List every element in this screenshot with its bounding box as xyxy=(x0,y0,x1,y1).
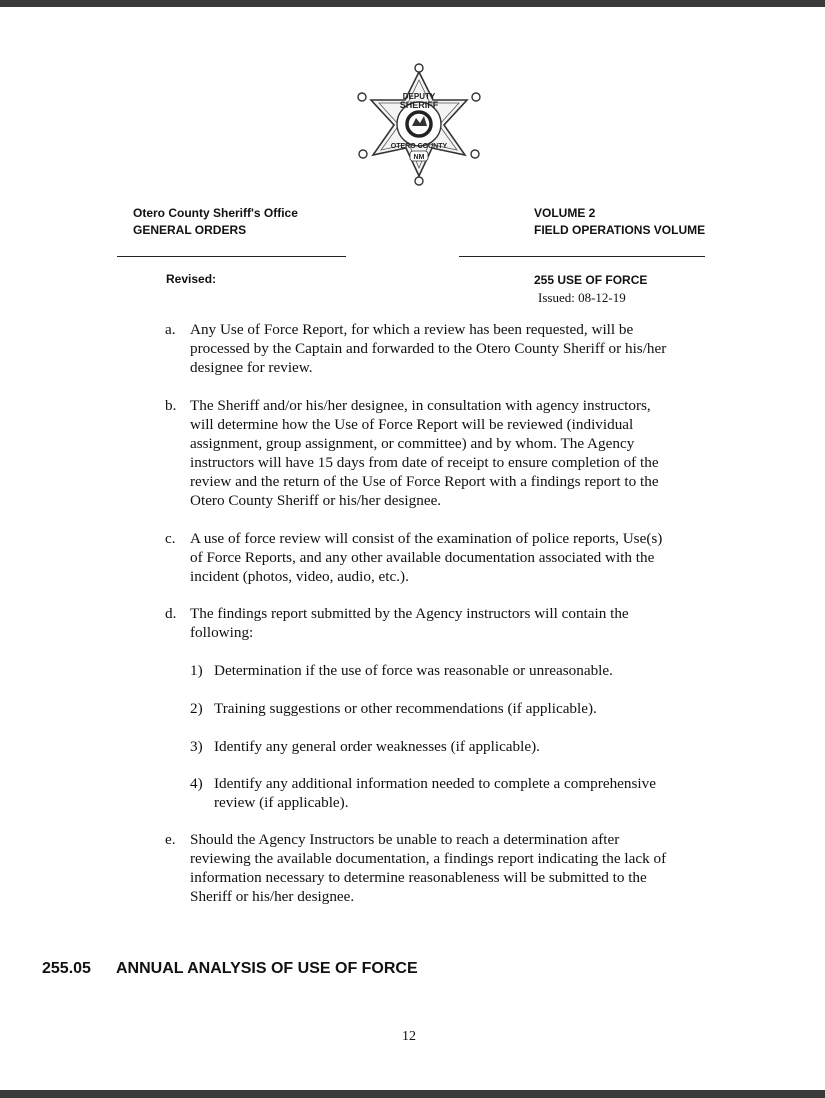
paragraph-line: review and the return of the Use of Force Report with a findings report to the xyxy=(190,473,659,490)
paragraph-line: incident (photos, video, audio, etc.). xyxy=(190,568,409,585)
paragraph-line: Otero County Sheriff or his/her designee. xyxy=(190,492,442,509)
paragraph-line: designee for review. xyxy=(190,359,313,376)
paragraph-line: of Force Reports, and any other available documentation associated with the xyxy=(190,549,655,566)
section-title: ANNUAL ANALYSIS OF USE OF FORCE xyxy=(116,960,418,977)
list-item-b xyxy=(190,396,705,510)
item-letter: b. xyxy=(165,397,177,414)
issued-date: Issued: 08-12-19 xyxy=(538,290,626,305)
paragraph-line: Determination if the use of force was reasonable or unreasonable. xyxy=(214,662,613,679)
general-orders-label: GENERAL ORDERS xyxy=(133,223,247,237)
paragraph-line: instructors will have 15 days from date of receipt to ensure completion of the xyxy=(190,454,659,471)
subitem-4 xyxy=(214,774,705,812)
subitem-number: 1) xyxy=(190,662,203,679)
svg-text:NM: NM xyxy=(413,154,425,161)
paragraph-line: will determine how the Use of Force Report will be reviewed (individual xyxy=(190,416,634,433)
svg-text:DEPUTY: DEPUTY xyxy=(402,92,436,101)
subitem-number: 3) xyxy=(190,738,203,755)
header-right xyxy=(534,205,705,239)
volume-label: VOLUME 2 xyxy=(534,206,596,220)
page-number: 12 xyxy=(402,1029,416,1044)
header-rule-left xyxy=(117,256,346,257)
item-letter: d. xyxy=(165,605,177,622)
svg-text:SHERIFF: SHERIFF xyxy=(399,100,439,110)
paragraph-line: The findings report submitted by the Agency instructors will contain the xyxy=(190,605,629,622)
header-left xyxy=(133,205,298,239)
paragraph-line: review (if applicable). xyxy=(214,794,349,811)
paragraph-line: following: xyxy=(190,624,254,641)
list-item-c xyxy=(190,529,705,586)
item-letter: c. xyxy=(165,530,176,547)
paragraph-line: Any Use of Force Report, for which a review has been requested, will be xyxy=(190,321,634,338)
subitem-number: 2) xyxy=(190,700,203,717)
item-letter: a. xyxy=(165,321,176,338)
paragraph-line: The Sheriff and/or his/her designee, in consultation with agency instructors, xyxy=(190,397,651,414)
bottom-frame-bar xyxy=(0,1090,825,1098)
list-item-d xyxy=(190,604,705,642)
svg-text:OTERO COUNTY: OTERO COUNTY xyxy=(390,143,448,150)
section-heading xyxy=(42,960,418,978)
revised-label: Revised: xyxy=(166,272,217,286)
paragraph-line: processed by the Captain and forwarded to the Otero County Sheriff or his/her xyxy=(190,340,667,357)
paragraph-line: reviewing the available documentation, a findings report indicating the lack of xyxy=(190,850,667,867)
sheriff-star-badge xyxy=(354,60,484,190)
subitem-3 xyxy=(214,737,705,756)
paragraph-line: A use of force review will consist of the examination of police reports, Use(s) xyxy=(190,530,663,547)
paragraph-line: assignment, group assignment, or committee) and by whom. The Agency xyxy=(190,435,635,452)
subitem-1 xyxy=(214,661,705,680)
list-item-e xyxy=(190,830,705,906)
subitem-number: 4) xyxy=(190,775,203,792)
top-frame-bar xyxy=(0,0,825,7)
paragraph-line: Should the Agency Instructors be unable to reach a determination after xyxy=(190,831,620,848)
list-item-a xyxy=(190,320,705,377)
volume-name: FIELD OPERATIONS VOLUME xyxy=(534,223,706,237)
order-title: 255 USE OF FORCE xyxy=(534,273,648,287)
paragraph-line: Sheriff or his/her designee. xyxy=(190,888,355,905)
paragraph-line: Training suggestions or other recommendations (if applicable). xyxy=(214,700,597,717)
paragraph-line: Identify any additional information needed to complete a comprehensive xyxy=(214,775,656,792)
paragraph-line: Identify any general order weaknesses (if applicable). xyxy=(214,738,540,755)
header-rule-right xyxy=(459,256,705,257)
section-number: 255.05 xyxy=(42,960,91,977)
subitem-2 xyxy=(214,699,705,718)
paragraph-line: information necessary to determine reasonableness will be submitted to the xyxy=(190,869,647,886)
item-letter: e. xyxy=(165,831,176,848)
office-name: Otero County Sheriff's Office xyxy=(133,206,298,220)
